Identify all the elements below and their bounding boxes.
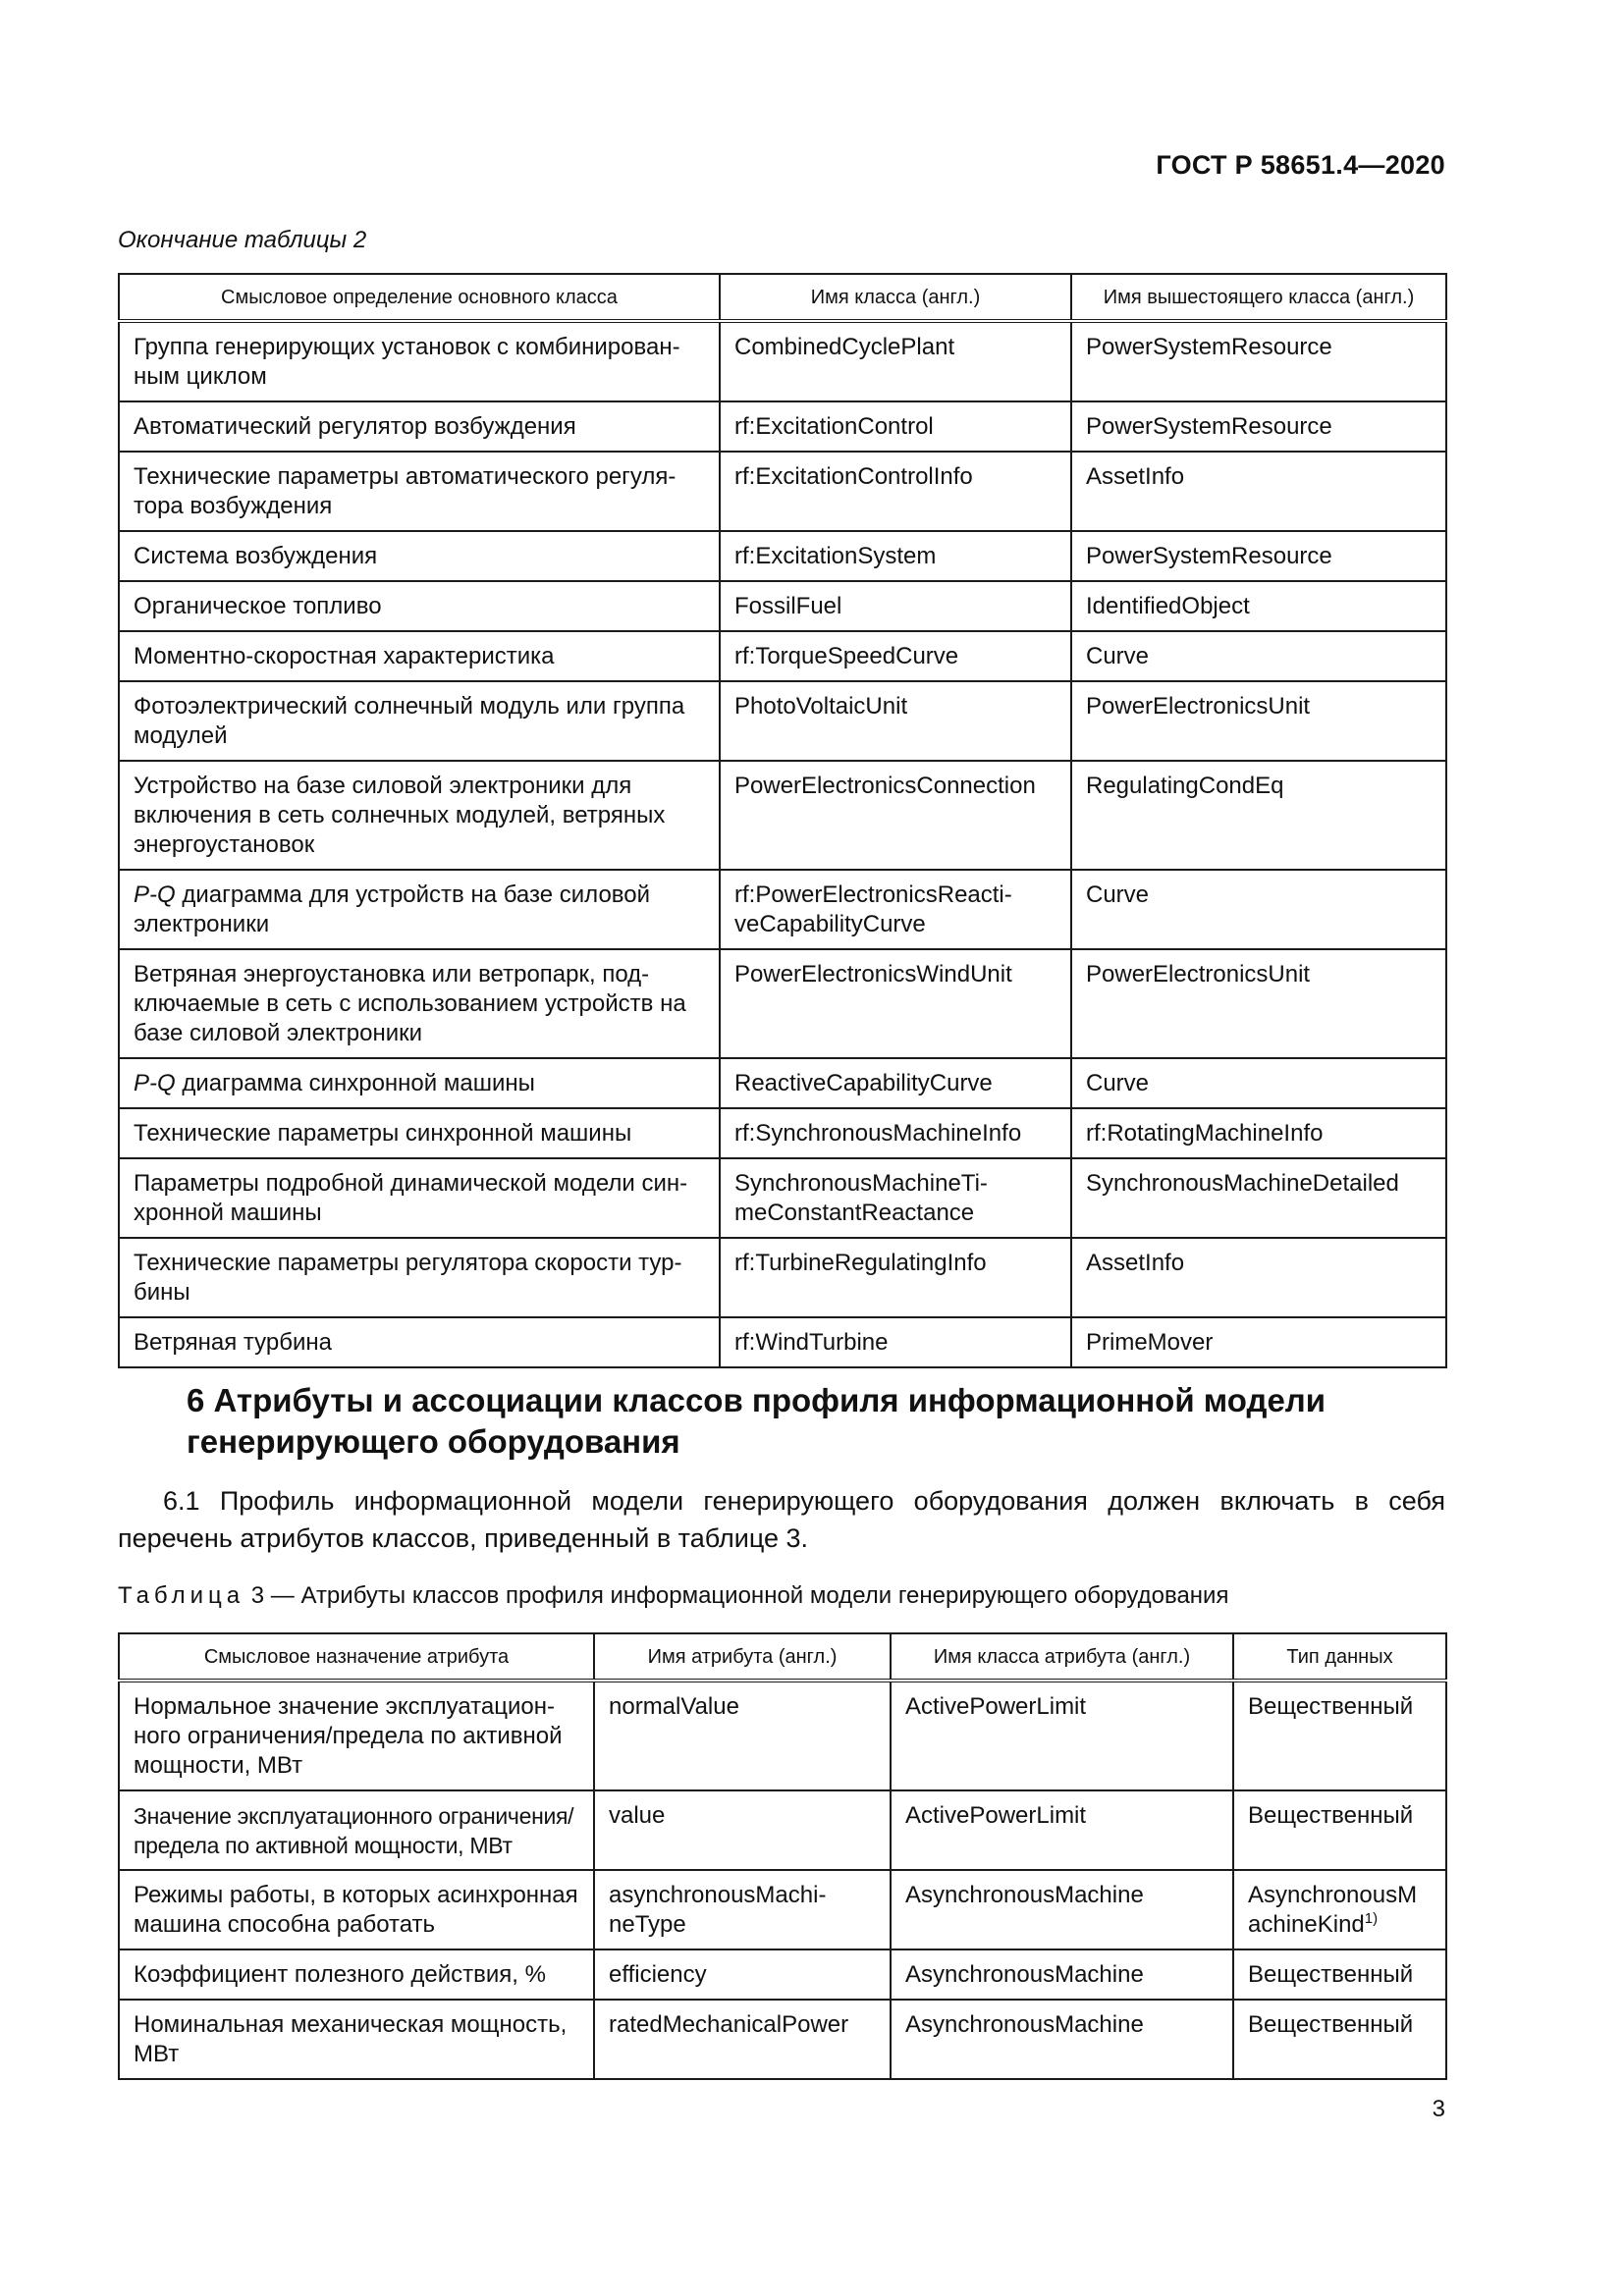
attribute-class-cell: ActivePowerLimit xyxy=(891,1790,1233,1870)
section-6-1-paragraph: 6.1 Профиль информационной модели генерирующего оборудования должен включать в себя перечень атрибутов классов, приведенный в таблице 3. xyxy=(118,1486,1445,1553)
parent-class-cell: PowerElectronicsUnit xyxy=(1071,949,1446,1058)
definition-cell: Группа генерирующих установок с комбинированным циклом xyxy=(119,321,720,401)
parent-class-cell: RegulatingCondEq xyxy=(1071,761,1446,870)
document-number: ГОСТ Р 58651.4—2020 xyxy=(1156,150,1445,180)
data-type-cell: Вещественный xyxy=(1233,1949,1446,2000)
class-name-cell: CombinedCyclePlant xyxy=(720,321,1071,401)
attribute-cell: ratedMechanicalPower xyxy=(594,2000,891,2079)
definition-cell: Технические параметры регулятора скорости турбины xyxy=(119,1238,720,1317)
data-type-cell: Вещественный xyxy=(1233,1790,1446,1870)
definition-cell: Моментно-скоростная характеристика xyxy=(119,631,720,681)
table3-caption xyxy=(118,1582,1445,1610)
table-row xyxy=(119,1681,1446,1790)
parent-class-cell: PrimeMover xyxy=(1071,1317,1446,1367)
table-row xyxy=(119,949,1446,1058)
table3-col-attribute-class: Имя класса атрибута (англ.) xyxy=(891,1633,1233,1681)
class-name-cell: rf:ExcitationControlInfo xyxy=(720,452,1071,531)
table2-col-parent-class: Имя вышестоящего класса (англ.) xyxy=(1071,274,1446,321)
class-name-cell: rf:PowerElectronicsReactiveCapabilityCurve xyxy=(720,870,1071,949)
table-row xyxy=(119,1058,1446,1108)
purpose-cell: Режимы работы, в которых асинхронная машина способна работать xyxy=(119,1870,594,1949)
definition-cell xyxy=(119,1058,720,1108)
definition-cell: Параметры подробной динамической модели синхронной машины xyxy=(119,1158,720,1238)
parent-class-cell: rf:RotatingMachineInfo xyxy=(1071,1108,1446,1158)
table3-caption-text: 3 — Атрибуты классов профиля информационной модели генерирующего оборудования xyxy=(244,1582,1229,1609)
table2-col-definition: Смысловое определение основного класса xyxy=(119,274,720,321)
class-name-cell: rf:ExcitationSystem xyxy=(720,531,1071,581)
section-6-heading: 6 Атрибуты и ассоциации классов профиля информационной модели генерирующего оборудования xyxy=(187,1382,1326,1460)
table-row xyxy=(119,870,1446,949)
table-row xyxy=(119,631,1446,681)
parent-class-cell: Curve xyxy=(1071,1058,1446,1108)
class-name-cell: ReactiveCapabilityCurve xyxy=(720,1058,1071,1108)
class-name-cell: PowerElectronicsWindUnit xyxy=(720,949,1071,1058)
table-row xyxy=(119,1949,1446,2000)
class-name-cell: rf:TurbineRegulatingInfo xyxy=(720,1238,1071,1317)
attribute-class-cell: AsynchronousMachine xyxy=(891,1870,1233,1949)
table-row xyxy=(119,1238,1446,1317)
class-name-cell: rf:ExcitationControl xyxy=(720,401,1071,452)
definition-cell: Система возбуждения xyxy=(119,531,720,581)
table2-col-class-name: Имя класса (англ.) xyxy=(720,274,1071,321)
table-row xyxy=(119,681,1446,761)
table-row xyxy=(119,2000,1446,2079)
definition-text: диаграмма синхронной машины xyxy=(175,1070,535,1096)
parent-class-cell: PowerSystemResource xyxy=(1071,531,1446,581)
definition-cell: Органическое топливо xyxy=(119,581,720,631)
data-type-cell: Вещественный xyxy=(1233,1681,1446,1790)
definition-cell: Технические параметры автоматического регулятора возбуждения xyxy=(119,452,720,531)
attribute-class-cell: AsynchronousMachine xyxy=(891,1949,1233,2000)
definition-cell: Ветряная энергоустановка или ветропарк, подключаемые в сеть с использованием устройств на базе силовой электроники xyxy=(119,949,720,1058)
data-type-cell: Вещественный xyxy=(1233,2000,1446,2079)
definition-cell: Ветряная турбина xyxy=(119,1317,720,1367)
table3-attributes xyxy=(118,1632,1447,2080)
definition-cell: Автоматический регулятор возбуждения xyxy=(119,401,720,452)
parent-class-cell: Curve xyxy=(1071,631,1446,681)
table3-col-attribute: Имя атрибута (англ.) xyxy=(594,1633,891,1681)
table-row xyxy=(119,401,1446,452)
table2-continuation-label: Окончание таблицы 2 xyxy=(118,227,367,253)
pq-italic-term: P-Q xyxy=(134,1070,176,1096)
attribute-cell: efficiency xyxy=(594,1949,891,2000)
footnote-marker: 1) xyxy=(1364,1910,1379,1927)
parent-class-cell: AssetInfo xyxy=(1071,452,1446,531)
class-name-cell: PowerElectronicsConnection xyxy=(720,761,1071,870)
table-row xyxy=(119,761,1446,870)
class-name-cell: SynchronousMachineTimeConstantReactance xyxy=(720,1158,1071,1238)
table-row xyxy=(119,581,1446,631)
table-row xyxy=(119,1158,1446,1238)
purpose-cell: Значение эксплуатационного ограничения/предела по активной мощности, МВт xyxy=(119,1790,594,1870)
parent-class-cell: PowerSystemResource xyxy=(1071,401,1446,452)
attribute-cell: asynchronousMachineType xyxy=(594,1870,891,1949)
definition-cell: Технические параметры синхронной машины xyxy=(119,1108,720,1158)
table-row xyxy=(119,1108,1446,1158)
data-type-text: AsynchronousMachineKind xyxy=(1248,1882,1418,1938)
data-type-cell xyxy=(1233,1870,1446,1949)
definition-text: диаграмма для устройств на базе силовой электроники xyxy=(134,881,651,937)
attribute-class-cell: ActivePowerLimit xyxy=(891,1681,1233,1790)
table3-col-purpose: Смысловое назначение атрибута xyxy=(119,1633,594,1681)
table2-header-row xyxy=(119,274,1446,321)
attribute-cell: normalValue xyxy=(594,1681,891,1790)
table-row xyxy=(119,1790,1446,1870)
purpose-cell: Номинальная механическая мощность, МВт xyxy=(119,2000,594,2079)
purpose-cell: Нормальное значение эксплуатационного ограничения/предела по активной мощности, МВт xyxy=(119,1681,594,1790)
table-row xyxy=(119,1317,1446,1367)
class-name-cell: rf:SynchronousMachineInfo xyxy=(720,1108,1071,1158)
parent-class-cell: PowerElectronicsUnit xyxy=(1071,681,1446,761)
parent-class-cell: IdentifiedObject xyxy=(1071,581,1446,631)
definition-cell xyxy=(119,870,720,949)
table3-col-data-type: Тип данных xyxy=(1233,1633,1446,1681)
class-name-cell: PhotoVoltaicUnit xyxy=(720,681,1071,761)
parent-class-cell: Curve xyxy=(1071,870,1446,949)
parent-class-cell: PowerSystemResource xyxy=(1071,321,1446,401)
attribute-cell: value xyxy=(594,1790,891,1870)
table2-classes xyxy=(118,273,1447,1368)
table-row xyxy=(119,531,1446,581)
class-name-cell: rf:TorqueSpeedCurve xyxy=(720,631,1071,681)
parent-class-cell: SynchronousMachineDetailed xyxy=(1071,1158,1446,1238)
class-name-cell: rf:WindTurbine xyxy=(720,1317,1071,1367)
attribute-class-cell: AsynchronousMachine xyxy=(891,2000,1233,2079)
definition-cell: Фотоэлектрический солнечный модуль или группа модулей xyxy=(119,681,720,761)
pq-italic-term: P-Q xyxy=(134,881,176,908)
table3-caption-label: Таблица xyxy=(118,1582,245,1609)
page-number: 3 xyxy=(1432,2096,1445,2122)
purpose-cell: Коэффициент полезного действия, % xyxy=(119,1949,594,2000)
definition-cell: Устройство на базе силовой электроники для включения в сеть солнечных модулей, ветряных энергоустановок xyxy=(119,761,720,870)
table-row xyxy=(119,452,1446,531)
table-row xyxy=(119,321,1446,401)
parent-class-cell: AssetInfo xyxy=(1071,1238,1446,1317)
table-row xyxy=(119,1870,1446,1949)
class-name-cell: FossilFuel xyxy=(720,581,1071,631)
table3-header-row xyxy=(119,1633,1446,1681)
